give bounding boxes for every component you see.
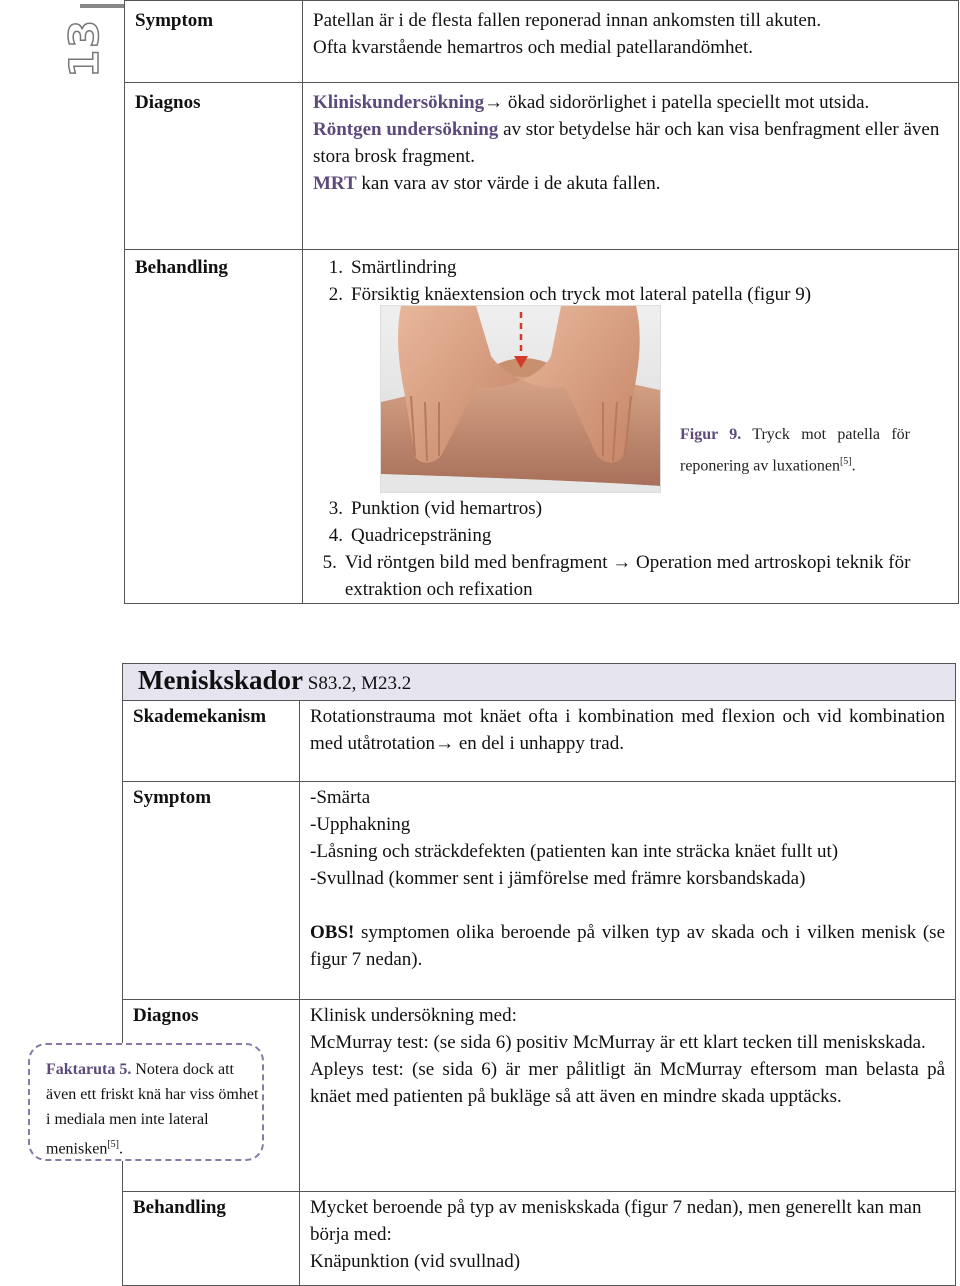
patella-table [124, 0, 959, 604]
symptom-line-2: Ofta kvarstående hemartros och medial patellarandömhet. [313, 37, 753, 58]
section-title: Meniskskador [138, 665, 304, 695]
item-text: Försiktig knäextension och tryck mot lateral patella (figur 9) [351, 284, 812, 305]
diagnos-p2-text: av stor betydelse här och kan visa benfragment eller även stora brosk fragment. [313, 119, 940, 167]
diagnos2-label: Diagnos [133, 1005, 199, 1026]
meniskskador-header-cell [123, 664, 956, 701]
behandling2-label: Behandling [133, 1197, 226, 1218]
symptom2-content-cell [300, 782, 956, 1000]
meniskskador-heading [123, 664, 955, 697]
item-text: Punktion (vid hemartros) [351, 498, 543, 519]
skademekanism-text-a: Rotationstrauma mot knäet ofta i kombination med flexion och vid kombination med utåtrotation [310, 706, 945, 754]
diagnos2-line-3: Apleys test: (se sida 6) är mer pålitligt än McMurray eftersom man belasta på knäet med patienten på bukläge så att även en mindre skada upptäcks. [310, 1059, 945, 1107]
behandling-label-cell [125, 250, 303, 604]
behandling2-line-2: Knäpunktion (vid svullnad) [310, 1251, 521, 1272]
figure-caption-end: . [851, 457, 856, 475]
item-number: 1. [328, 257, 343, 278]
diagnos-content-cell [303, 83, 959, 250]
figure-caption-text: Tryck mot patella för reponering av luxationen [680, 426, 910, 475]
diagnos-paragraph-1 [313, 89, 948, 116]
item-number: 5. [322, 552, 337, 573]
meniskskador-table [122, 663, 956, 1286]
behandling-item-3 [313, 495, 948, 522]
item-text: Quadricepsträning [351, 525, 492, 546]
arrow-icon: → [484, 92, 504, 113]
mrt-term: MRT [313, 173, 357, 194]
page-number: 13 [62, 18, 108, 78]
symptom-label: Symptom [135, 10, 214, 31]
behandling2-line-1: Mycket beroende på typ av meniskskada (figur 7 nedan), men generellt kan man börja med: [310, 1197, 922, 1245]
symptom2-line-3: -Låsning och sträckdefekten (patienten kan inte sträcka knäet fullt ut) [310, 841, 839, 862]
symptom2-line-4: -Svullnad (kommer sent i jämförelse med främre korsbandskada) [310, 868, 806, 889]
skademekanism-text-b: en del i unhappy trad. [454, 733, 624, 754]
behandling2-content-cell [300, 1192, 956, 1286]
symptom2-label-cell [123, 782, 300, 1000]
diagnos2-line-1: Klinisk undersökning med: [310, 1005, 517, 1026]
behandling-item-1 [313, 254, 948, 281]
faktaruta-end: . [119, 1140, 123, 1158]
item-text: Vid röntgen bild med benfragment → Operation med artroskopi teknik för extraktion och refixation [344, 552, 911, 600]
skademekanism-content-cell [300, 701, 956, 782]
symptom2-label: Symptom [133, 787, 212, 808]
faktaruta-label: Faktaruta 5. [46, 1061, 132, 1078]
diagnos-paragraph-2 [313, 116, 948, 170]
kliniskundersokning-term: Kliniskundersökning [313, 92, 485, 113]
behandling-item-4 [313, 522, 948, 549]
page-tab-edge [80, 4, 124, 8]
symptom-label-cell [125, 1, 303, 83]
skademekanism-label-cell [123, 701, 300, 782]
figure-label: Figur 9. [680, 426, 742, 443]
diagnos-p3-text: kan vara av stor värde i de akuta fallen. [356, 173, 661, 194]
item-number: 4. [328, 525, 343, 546]
obs-label: OBS! [310, 922, 355, 943]
symptom2-line-1: -Smärta [310, 787, 371, 808]
faktaruta-box [28, 1043, 264, 1161]
symptom2-line-2: -Upphakning [310, 814, 411, 835]
behandling-item-2 [313, 281, 948, 308]
knee-photo-illustration [381, 306, 660, 492]
item-number: 3. [328, 498, 343, 519]
behandling-item-5 [313, 549, 948, 603]
figure-9-caption [680, 421, 910, 479]
behandling2-label-cell [123, 1192, 300, 1286]
figure-9-image [380, 305, 661, 493]
diagnosis-codes: S83.2, M23.2 [303, 673, 412, 694]
diagnos-label-cell [125, 83, 303, 250]
figure-reference: [5] [839, 456, 852, 467]
item-number: 2. [328, 284, 343, 305]
skademekanism-text [300, 701, 955, 767]
diagnos-p1-text: ökad sidorörlighet i patella speciellt mot utsida. [503, 92, 870, 113]
arrow-icon: → [435, 733, 455, 754]
faktaruta-reference: [5] [107, 1139, 119, 1150]
obs-text: symptomen olika beroende på vilken typ av skada och i vilken menisk (se figur 7 nedan). [310, 922, 945, 970]
rontgen-term: Röntgen undersökning [313, 119, 499, 140]
faktaruta-text: Notera dock att även ett friskt knä har viss ömhet i mediala men inte lateral menisken [46, 1061, 259, 1158]
skademekanism-label: Skademekanism [133, 706, 267, 727]
item-text: Smärtlindring [351, 257, 457, 278]
diagnos-label: Diagnos [135, 92, 201, 113]
diagnos-paragraph-3 [313, 170, 948, 197]
diagnos2-content-cell [300, 1000, 956, 1192]
behandling-label: Behandling [135, 257, 228, 278]
symptom-content-cell [303, 1, 959, 83]
symptom-line-1: Patellan är i de flesta fallen reponerad innan ankomsten till akuten. [313, 10, 822, 31]
obs-note [310, 919, 945, 973]
diagnos2-line-2: McMurray test: (se sida 6) positiv McMurray är ett klart tecken till meniskskada. [310, 1032, 926, 1053]
